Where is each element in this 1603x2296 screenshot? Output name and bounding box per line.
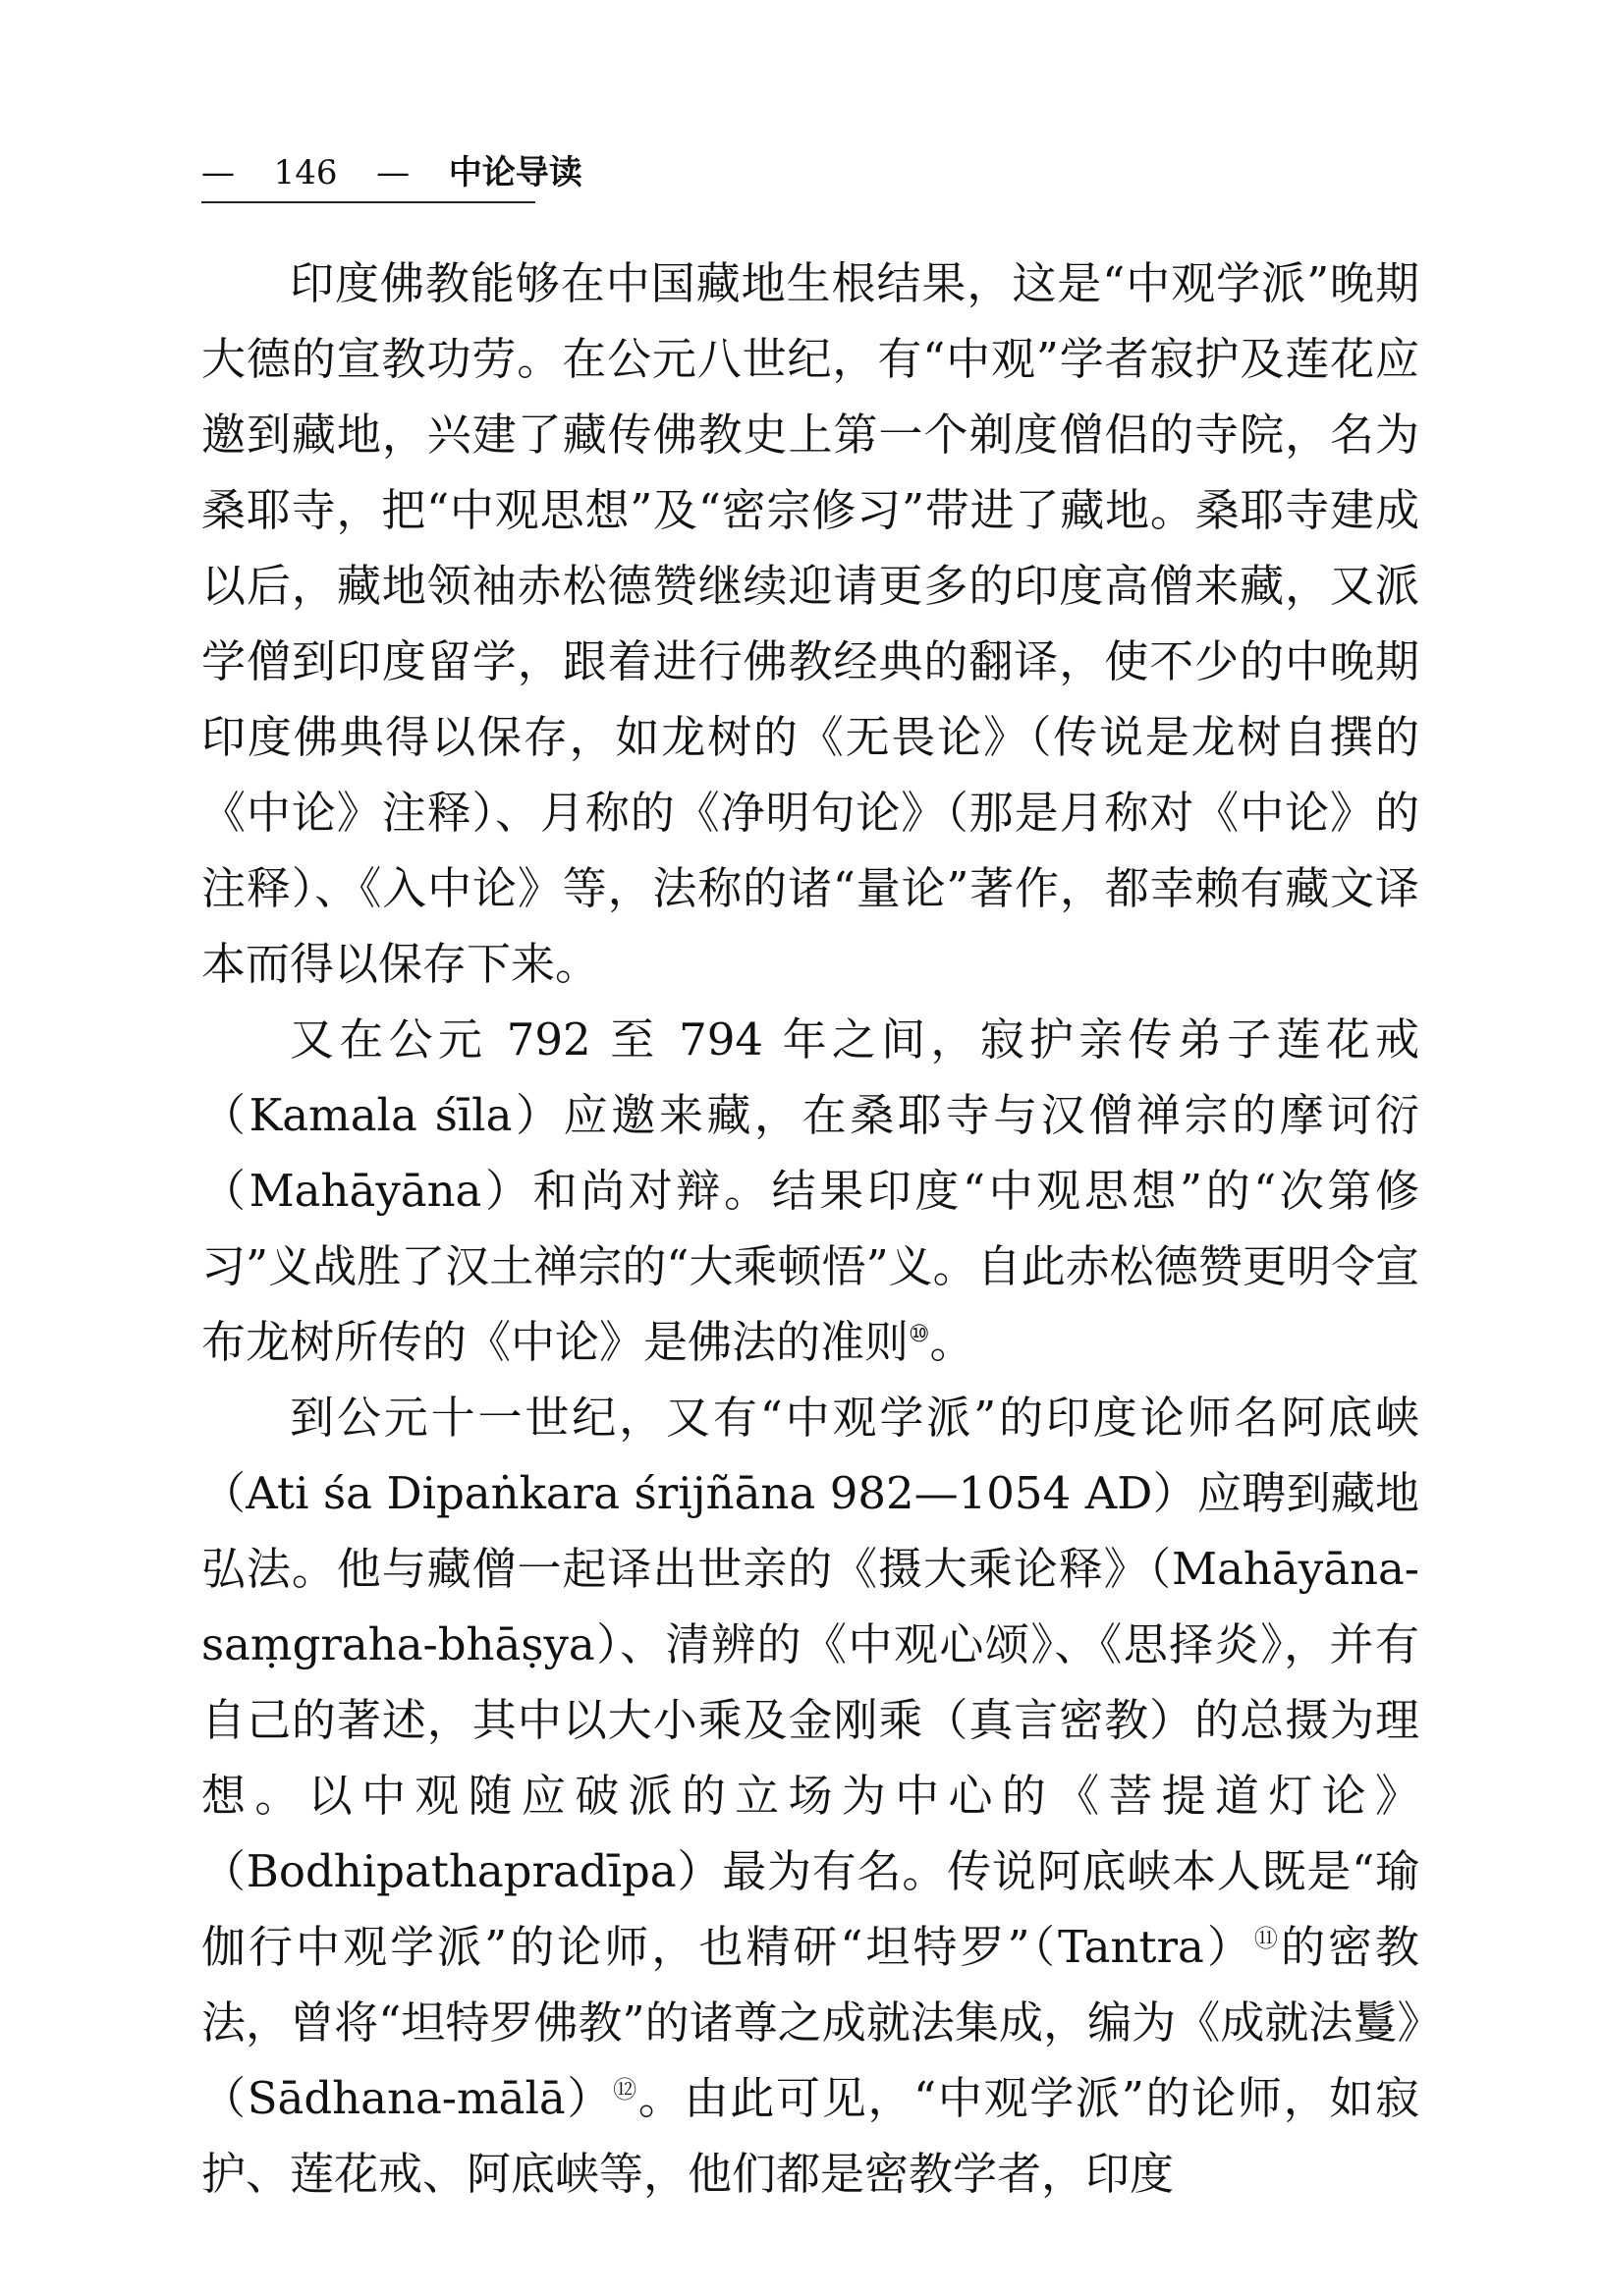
footnote-ref-11: ⑪ (1253, 1925, 1281, 1952)
paragraph-3-text: 到公元十一世纪，又有“中观学派”的印度论师名阿底峡（Ati śa Dipaṅkara śrijñāna 982—1054 AD）应聘到藏地弘法。他与藏僧一起译出世亲的《摄大乘论释》（Mahāyāna-saṃgraha-bhāṣya）、清辨的《中观心颂》、《思择炎》，并有自己的著述，其中以大小乘及金刚乘（真言密教）的总摄为理想。以中观随应破派的立场为中心的《菩提道灯论》（Bodhipathapradīpa）最为有名。传说阿底峡本人既是“瑜伽行中观学派”的论师，也精研“坦特罗”（Tantra） (201, 1392, 1419, 1973)
running-header (201, 147, 1419, 198)
header-rule (201, 201, 535, 203)
paragraph-2-tail: 。 (929, 1316, 974, 1368)
page-number: 146 (273, 153, 338, 192)
paragraph-2-text: 又在公元 792 至 794 年之间，寂护亲传弟子莲花戒（Kamala śīla）应邀来藏，在桑耶寺与汉僧禅宗的摩诃衍（Mahāyāna）和尚对辩。结果印度“中观思想”的“次第修习”义战胜了汉土禅宗的“大乘顿悟”义。自此赤松德赞更明令宣布龙树所传的《中论》是佛法的准则 (201, 1013, 1419, 1368)
main-text (201, 246, 1419, 2212)
paragraph-1 (201, 246, 1419, 1002)
paragraph-1-text: 印度佛教能够在中国藏地生根结果，这是“中观学派”晚期大德的宣教功劳。在公元八世纪，有“中观”学者寂护及莲花应邀到藏地，兴建了藏传佛教史上第一个剃度僧侣的寺院，名为桑耶寺，把“中观思想”及“密宗修习”带进了藏地。桑耶寺建成以后，藏地领袖赤松德赞继续迎请更多的印度高僧来藏，又派学僧到印度留学，跟着进行佛教经典的翻译，使不少的中晚期印度佛典得以保存，如龙树的《无畏论》（传说是龙树自撰的《中论》注释）、月称的《净明句论》（那是月称对《中论》的注释）、《入中论》等，法称的诸“量论”著作，都幸赖有藏文译本而得以保存下来。 (201, 257, 1419, 990)
header-dash-left: — (201, 153, 235, 192)
footnote-ref-12: ⑫ (613, 2076, 638, 2104)
paragraph-3-tail: 。由此可见，“中观学派”的论师，如寂护、莲花戒、阿底峡等，他们都是密教学者，印度 (201, 2072, 1420, 2200)
paragraph-3-text-2: 的密教法，曾将“坦特罗佛教”的诸尊之成就法集成，编为《成就法鬘》（Sādhana-mālā） (201, 1921, 1419, 2124)
paragraph-2 (201, 1002, 1419, 1380)
footnote-ref-10: ⑩ (909, 1320, 930, 1347)
header-dash-right: — (376, 153, 411, 192)
paragraph-3 (201, 1380, 1419, 2212)
book-title: 中论导读 (448, 153, 582, 192)
